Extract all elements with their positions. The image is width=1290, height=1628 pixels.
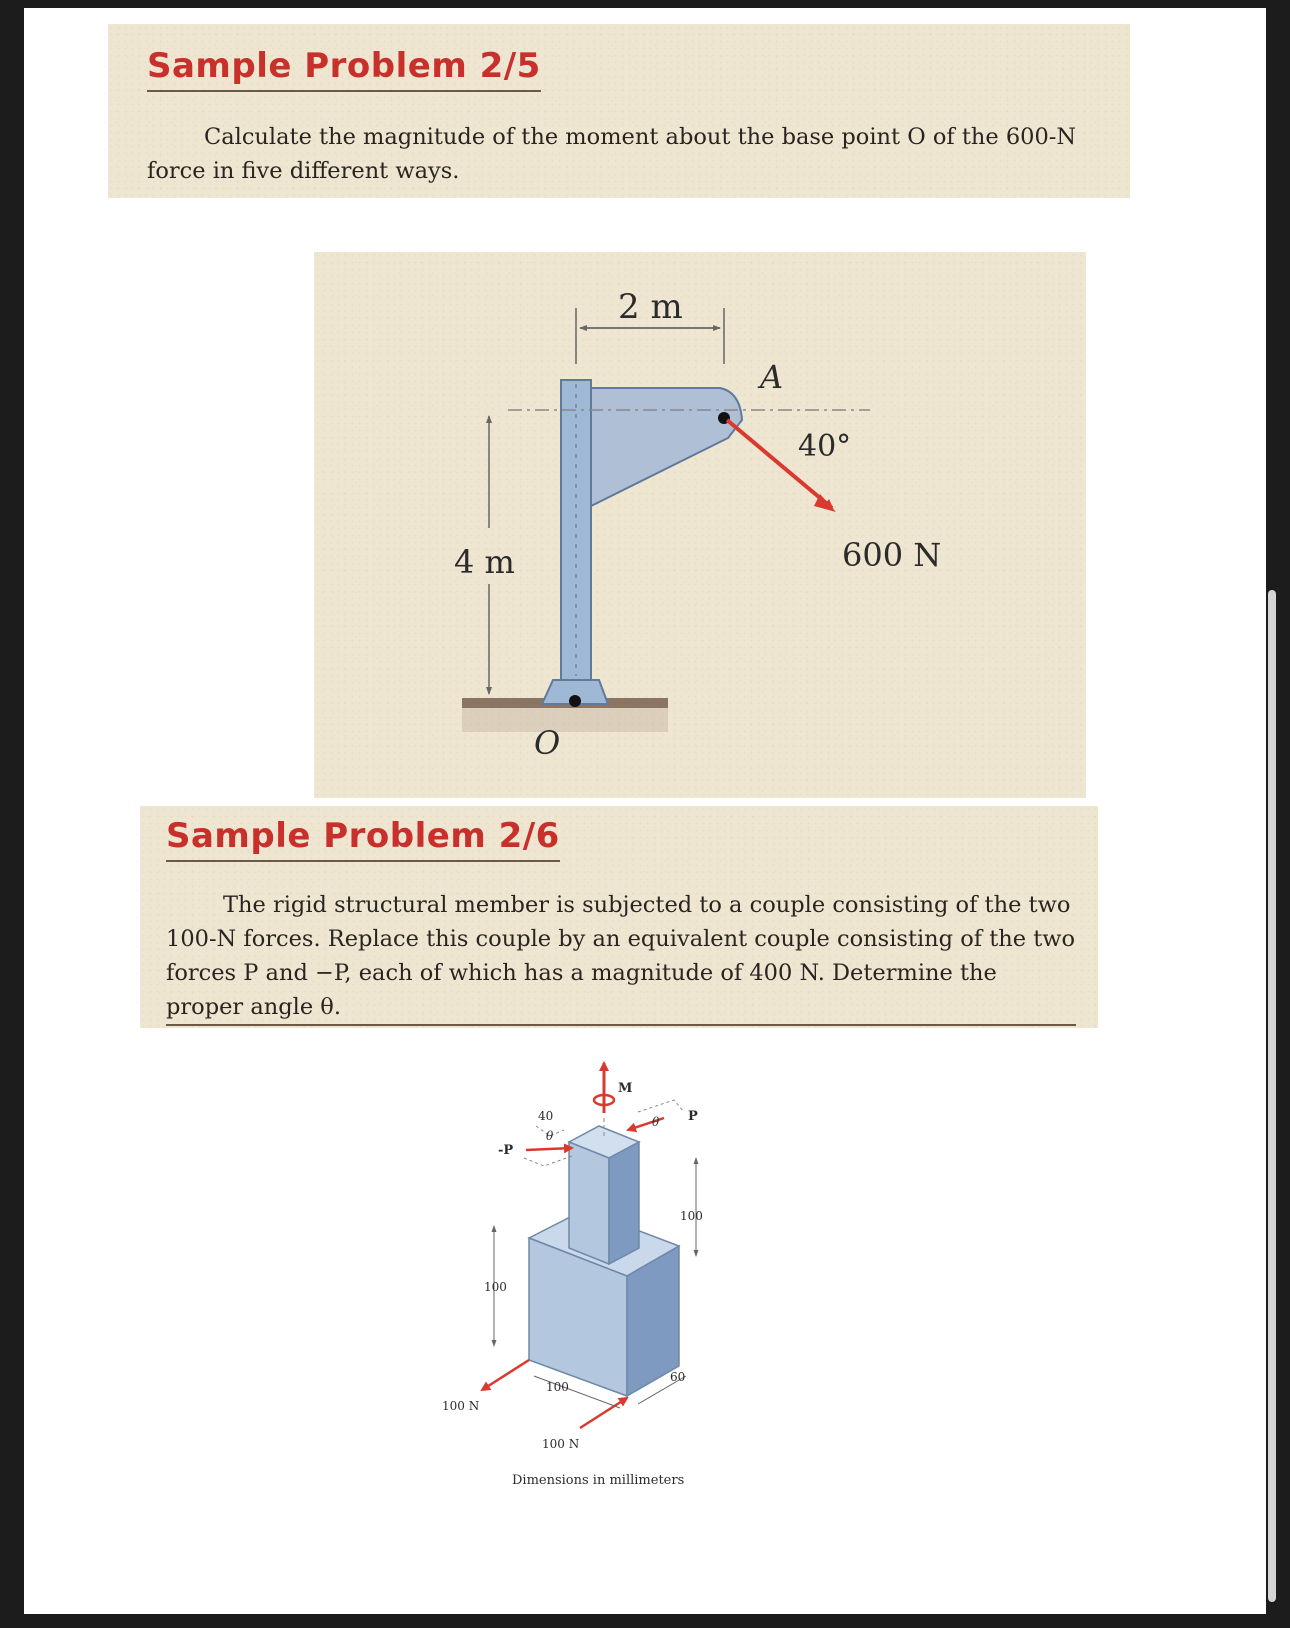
scrollbar[interactable]	[1268, 590, 1276, 1602]
moment-label: M	[618, 1081, 633, 1096]
problem-1-title: Sample Problem 2/5	[147, 46, 541, 92]
figure-caption: Dimensions in millimeters	[512, 1473, 685, 1488]
ground-shade	[462, 708, 668, 732]
problem-2-title: Sample Problem 2/6	[166, 816, 560, 862]
problem-1-statement: Calculate the magnitude of the moment about the base point O of the 600-N force in five different ways.	[147, 124, 1077, 184]
force-100n-bottom-label: 100 N	[542, 1437, 580, 1451]
force-neg-p-arrow	[526, 1148, 572, 1150]
force-100n-bottom-arrow	[580, 1398, 627, 1428]
upper-column-front	[569, 1142, 609, 1264]
point-o-label: O	[534, 724, 561, 762]
problem-2-figure	[24, 1028, 1266, 1508]
force-100n-left-arrow	[482, 1360, 529, 1390]
problem-2-statement: The rigid structural member is subjected to a couple consisting of the two 100-N forces. Replace this couple by an equivalent couple consisting of the two forces P and −P, each of which has a magnitude of 400 N. Determine the proper angle θ.	[166, 892, 1076, 1020]
dim-2m-label: 2 m	[618, 287, 683, 327]
force-100n-left-label: 100 N	[442, 1399, 480, 1413]
point-o	[569, 695, 581, 707]
dim-100-left: 100	[484, 1280, 507, 1294]
dim-4m-label: 4 m	[454, 543, 515, 581]
force-neg-p-label: -P	[498, 1143, 514, 1158]
bracket-plate	[591, 388, 742, 506]
dim-100-top-right: 100	[680, 1209, 703, 1223]
force-p-label: P	[688, 1109, 698, 1124]
point-a-label: A	[760, 358, 784, 396]
problem-2-divider	[166, 1024, 1076, 1026]
upper-column-side	[609, 1142, 639, 1264]
dim-60: 60	[670, 1370, 686, 1384]
dim-100-bottom: 100	[546, 1380, 569, 1394]
angle-40-label: 40°	[798, 429, 852, 464]
angle-40-label-2: 40	[538, 1109, 554, 1123]
force-600n-label: 600 N	[842, 536, 942, 574]
theta-left-label: θ	[546, 1129, 554, 1143]
problem-1-figure	[24, 8, 1266, 808]
document-page	[24, 8, 1266, 1614]
theta-right-label: θ	[652, 1115, 660, 1129]
